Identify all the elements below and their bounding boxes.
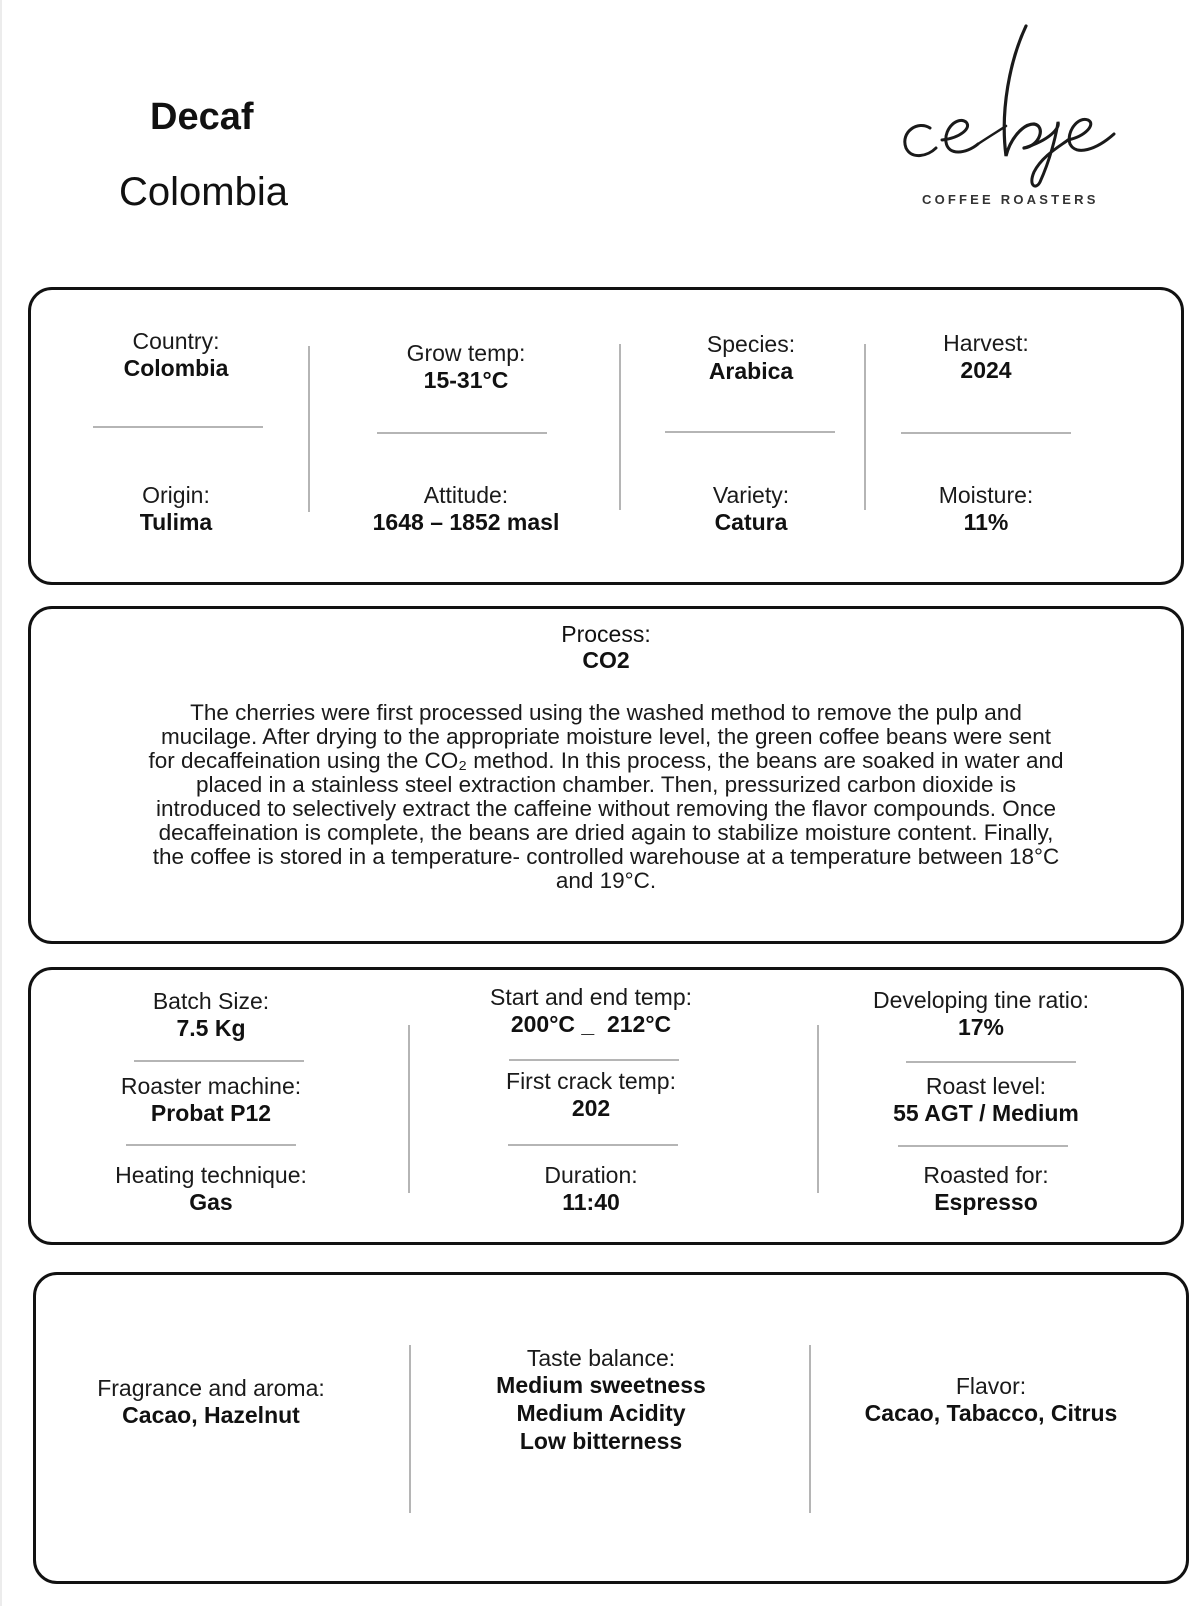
divider bbox=[898, 1145, 1068, 1147]
country-value: Colombia bbox=[123, 355, 229, 381]
description-line: for decaffeination using the CO₂ method. In this process, the beans are soaked in water and bbox=[148, 748, 1064, 773]
divider bbox=[126, 1144, 296, 1146]
harvest-field bbox=[901, 330, 1071, 384]
origin-card bbox=[28, 287, 1184, 585]
roast-level-label: Roast level: bbox=[925, 1073, 1047, 1099]
duration-label: Duration: bbox=[544, 1162, 638, 1188]
heating-technique-field bbox=[76, 1162, 346, 1216]
taste-card bbox=[33, 1272, 1189, 1584]
roaster-machine-value: Probat P12 bbox=[150, 1100, 272, 1126]
description-line: decaffeination is complete, the beans are dried again to stabilize moisture content. Finally, bbox=[158, 820, 1054, 845]
flavor-value: Cacao, Tabacco, Citrus bbox=[864, 1400, 1118, 1426]
process-value: CO2 bbox=[582, 647, 630, 673]
start-end-temp-value: 200°C _ 212°C bbox=[510, 1011, 672, 1037]
altitude-label: Attitude: bbox=[423, 482, 509, 508]
batch-size-value: 7.5 Kg bbox=[176, 1015, 246, 1041]
heating-technique-value: Gas bbox=[189, 1189, 233, 1215]
description-line: The cherries were first processed using the washed method to remove the pulp and bbox=[190, 700, 1022, 725]
moisture-field bbox=[901, 482, 1071, 536]
description-line: introduced to selectively extract the caffeine without removing the flavor compounds. Once bbox=[155, 796, 1057, 821]
first-crack-temp-label: First crack temp: bbox=[506, 1068, 676, 1094]
fragrance-label: Fragrance and aroma: bbox=[97, 1375, 325, 1401]
description-line: mucilage. After drying to the appropriate moisture level, the green coffee beans were sent bbox=[160, 724, 1052, 749]
first-crack-temp-value: 202 bbox=[571, 1095, 611, 1121]
origin-field bbox=[91, 482, 261, 536]
roast-card bbox=[28, 967, 1184, 1245]
description-line: placed in a stainless steel extraction chamber. Then, pressurized carbon dioxide is bbox=[195, 772, 1017, 797]
variety-label: Variety: bbox=[712, 482, 790, 508]
first-crack-temp-field bbox=[471, 1068, 711, 1122]
harvest-label: Harvest: bbox=[943, 330, 1029, 356]
divider bbox=[377, 432, 547, 434]
harvest-value: 2024 bbox=[960, 357, 1012, 383]
page-title: Decaf bbox=[150, 96, 254, 138]
page-edge bbox=[0, 0, 2, 1606]
moisture-value: 11% bbox=[963, 509, 1009, 535]
roasted-for-value: Espresso bbox=[934, 1189, 1038, 1215]
flavor-field bbox=[836, 1373, 1146, 1427]
roaster-machine-label: Roaster machine: bbox=[120, 1073, 302, 1099]
flavor-label: Flavor: bbox=[955, 1373, 1027, 1399]
altitude-field bbox=[331, 482, 601, 536]
batch-size-field bbox=[91, 988, 331, 1042]
page-subtitle: Colombia bbox=[119, 170, 288, 214]
origin-label: Origin: bbox=[142, 482, 210, 508]
country-field bbox=[91, 328, 261, 382]
developing-ratio-label: Developing tine ratio: bbox=[872, 987, 1090, 1013]
divider bbox=[906, 1061, 1076, 1063]
duration-field bbox=[501, 1162, 681, 1216]
divider bbox=[809, 1345, 811, 1513]
divider bbox=[93, 426, 263, 428]
batch-size-label: Batch Size: bbox=[152, 988, 270, 1014]
heating-technique-label: Heating technique: bbox=[115, 1162, 307, 1188]
divider bbox=[308, 346, 310, 512]
developing-ratio-value: 17% bbox=[957, 1014, 1005, 1040]
fragrance-value: Cacao, Hazelnut bbox=[122, 1402, 300, 1428]
start-end-temp-label: Start and end temp: bbox=[489, 984, 692, 1010]
process-label: Process: bbox=[561, 621, 651, 647]
description-line: and 19°C. bbox=[555, 868, 657, 893]
logo-tagline: COFFEE ROASTERS bbox=[922, 192, 1099, 207]
divider bbox=[409, 1345, 411, 1513]
species-label: Species: bbox=[706, 331, 796, 357]
description-line: the coffee is stored in a temperature- controlled warehouse at a temperature between 18°C bbox=[152, 844, 1060, 869]
brand-logo bbox=[900, 20, 1140, 220]
divider bbox=[509, 1059, 679, 1061]
divider bbox=[901, 432, 1071, 434]
fragrance-field bbox=[76, 1375, 346, 1429]
variety-value: Catura bbox=[714, 509, 788, 535]
divider bbox=[817, 1025, 819, 1193]
moisture-label: Moisture: bbox=[938, 482, 1034, 508]
roasted-for-field bbox=[871, 1162, 1101, 1216]
roasted-for-label: Roasted for: bbox=[923, 1162, 1049, 1188]
divider bbox=[134, 1060, 304, 1062]
taste-balance-value: Low bitterness bbox=[519, 1428, 683, 1454]
roast-level-value: 55 AGT / Medium bbox=[893, 1100, 1079, 1126]
roaster-machine-field bbox=[81, 1073, 341, 1127]
grow-temp-label: Grow temp: bbox=[406, 340, 526, 366]
grow-temp-field bbox=[341, 340, 591, 394]
roast-level-field bbox=[841, 1073, 1131, 1127]
start-end-temp-field bbox=[461, 984, 721, 1038]
species-value: Arabica bbox=[708, 358, 794, 384]
taste-balance-value: Medium sweetness bbox=[496, 1372, 706, 1398]
grow-temp-value: 15-31°C bbox=[423, 367, 509, 393]
taste-balance-label: Taste balance: bbox=[526, 1345, 676, 1371]
developing-ratio-field bbox=[831, 987, 1131, 1041]
divider bbox=[408, 1025, 410, 1193]
variety-field bbox=[661, 482, 841, 536]
duration-value: 11:40 bbox=[562, 1189, 620, 1215]
divider bbox=[619, 344, 621, 510]
taste-balance-value: Medium Acidity bbox=[516, 1400, 686, 1426]
origin-value: Tulima bbox=[139, 509, 213, 535]
logo-script-icon bbox=[900, 20, 1140, 190]
taste-balance-field bbox=[456, 1345, 746, 1455]
species-field bbox=[661, 331, 841, 385]
divider bbox=[508, 1144, 678, 1146]
process-description bbox=[81, 701, 1131, 893]
divider bbox=[864, 344, 866, 510]
country-label: Country: bbox=[132, 328, 220, 354]
divider bbox=[665, 431, 835, 433]
process-card bbox=[28, 606, 1184, 944]
altitude-value: 1648 – 1852 masl bbox=[372, 509, 560, 535]
